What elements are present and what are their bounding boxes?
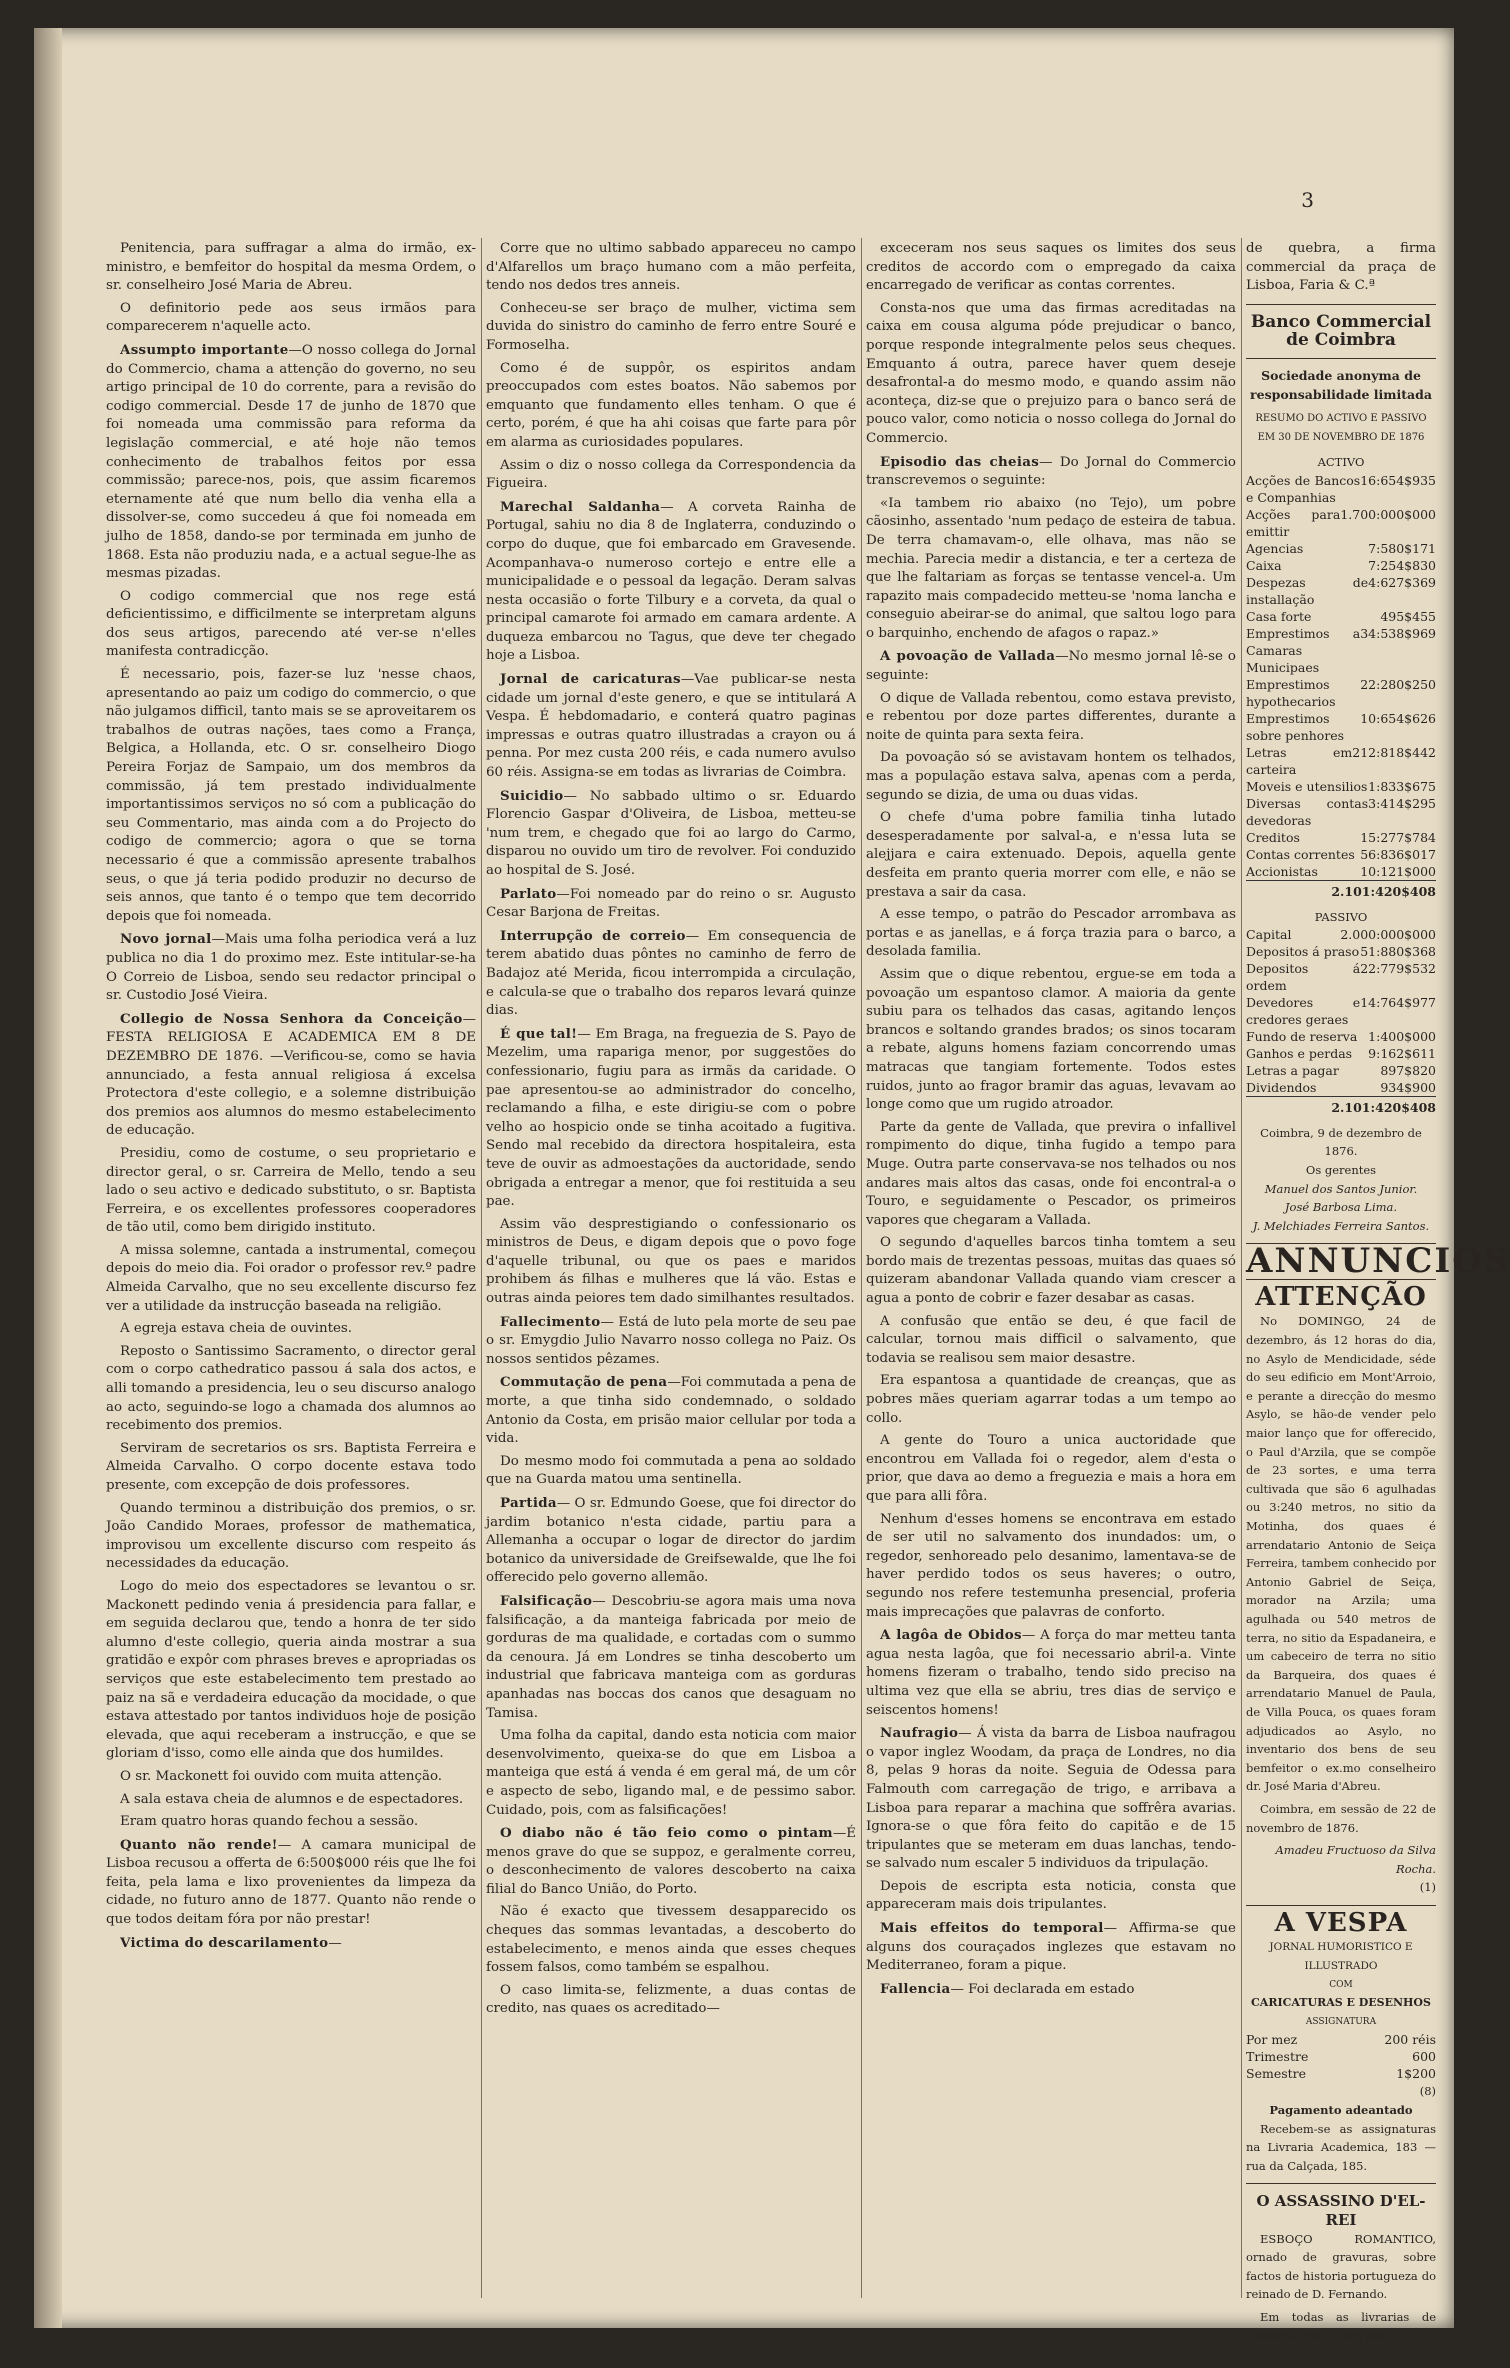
article-text: —: [328, 1935, 342, 1951]
article-paragraph: [866, 495, 1236, 644]
article-text: O chefe d'uma pobre familia tinha lutado desesperadamente por salval-a, e n'essa luta se alejjara e caira extenuado. Depois, aquella gente desfeita em pranto queria morrer com elle, e não se prestava a sair da casa.: [866, 810, 1236, 900]
article-paragraph: [486, 240, 856, 296]
ledger-label: Diversas contas devedoras: [1246, 795, 1369, 828]
ledger-row: [1246, 676, 1436, 710]
article-headline: Episodio das cheias: [880, 453, 1040, 470]
article-paragraph: [486, 1373, 856, 1448]
article-paragraph: [486, 1216, 856, 1309]
gerente-1: Manuel dos Santos Junior.: [1264, 1181, 1418, 1196]
ledger-value: 7:580$171: [1368, 540, 1436, 556]
ledger-value: 7:254$830: [1368, 557, 1436, 573]
ledger-row: [1246, 994, 1436, 1028]
article-text: —Foi nomeado par do reino o sr. Augusto Cesar Barjona de Freitas.: [486, 886, 856, 921]
article-headline: Naufragio: [880, 1725, 959, 1742]
article-headline: Novo jornal: [120, 931, 212, 948]
article-paragraph: [866, 1626, 1236, 1720]
ledger-row: [1246, 506, 1436, 540]
passivo-label: PASSIVO: [1314, 909, 1368, 924]
article-headline: Marechal Saldanha: [500, 498, 661, 515]
article-text: —Mais uma folha periodica verá a luz publica no dia 1 do proximo mez. Este intitular-se-ha O Correio de Lisboa, sendo seu redactor principal o sr. Custodio José Vieira.: [106, 932, 476, 1004]
ledger-label: Ganhos e perdas: [1246, 1046, 1353, 1062]
article-text: É necessario, pois, fazer-se luz 'nesse chaos, apresentando ao paiz um codigo do commercio, o que não julgamos difficil, tanto mais se se aproveitarem os trabalhos de outras nações, taes como a França, Belgica, a Hollanda, etc. O sr. conselheiro Diogo Pereira Forjaz de Sampaio, um dos membros da commissão, já tem prestado individualmente importantissimos serviços no só com a publicação do seu Commentario, mas ainda com a do Projecto do codigo de commercio; agora o que se torna necessario é que a commissão apresente trabalhos seus, o que já teria podido produzir no decurso de seis annos, que tanto é o tempo que tem decorrido depois que foi nomeada.: [106, 667, 476, 924]
article-text: Assim o diz o nosso collega da Correspondencia da Figueira.: [486, 457, 856, 492]
article-paragraph: [486, 885, 856, 923]
article-text: Consta-nos que uma das firmas acreditadas na caixa em cousa alguma póde prejudicar o banco, porque responde integralmente pelos seus cheques. Emquanto á outra, parece haver quem deseje desafrontal-a do mesmo modo, e quando assim não aconteça, diz-se que o prejuizo para o banco será de pouco valor, como noticia o nosso collega do Jornal do Commercio.: [866, 300, 1236, 446]
ledger-row: [1246, 1062, 1436, 1079]
ledger-label: Creditos: [1246, 829, 1300, 845]
article-paragraph: [486, 1313, 856, 1370]
ledger-row: [1246, 557, 1436, 574]
article-paragraph: [486, 457, 856, 494]
article-text: — Em Braga, na freguezia de S. Payo de Mezelim, uma rapariga menor, por suggestões do confessionario, fugiu para as irmãs da caridade. O pae apresentou-se ao administrador do concelho, reclamando a filha, e este dirigiu-se com o pobre velho ao hospicio onde se tinha acoitado a fugitiva. Sendo mal recebido da directora hospitaleira, esta teve de ouvir as admoestações da auctoridade, sendo obrigada a entregar a menor, que foi restituida a seu pae.: [486, 1026, 856, 1210]
article-paragraph: [106, 1836, 476, 1930]
ledger-value: 1:400$000: [1368, 1029, 1436, 1045]
article-text: O sr. Mackonett foi ouvido com muita attenção.: [120, 1768, 443, 1784]
vespa-pagamento: Pagamento adeantado: [1269, 2103, 1413, 2118]
ledger-row: [1246, 574, 1436, 608]
article-paragraph: [866, 300, 1236, 449]
article-text: — A força do mar metteu tanta agua nesta lagôa, que foi necessario abril-a. Vinte homens fizeram o trabalho, tendo sido preciso na ultima vez que ella se abriu, tres dias de serviço e seiscentos homens!: [866, 1628, 1236, 1718]
article-headline: Victima do descarilamento: [120, 1934, 329, 1951]
article-text: Nenhum d'esses homens se encontrava em estado de ser util no salvamento dos inundados: um, o regedor, senhoreado pelo desanimo, lamentava-se de haver perdido todos os seus haveres; o outro, segundo nos refere testemunha presencial, proferia mais imprecações que palavras de conforto.: [866, 1511, 1236, 1620]
article-paragraph: [866, 966, 1236, 1115]
activo-label: ACTIVO: [1317, 455, 1365, 470]
article-paragraph: [866, 906, 1236, 962]
article-text: A confusão que então se deu, é que facil de calcular, tornou mais difficil o salvamento, que todavia se realisou sem maior desastre.: [866, 1313, 1236, 1366]
ledger-value: 14:764$977: [1360, 995, 1436, 1011]
ledger-value: 3:414$295: [1368, 795, 1436, 811]
article-headline: O diabo não é tão feio como o pintam: [500, 1825, 833, 1842]
article-text: A esse tempo, o patrão do Pescador arrombava as portas e as janellas, e á força trazia para o barco, a desolada familia.: [866, 907, 1236, 960]
article-headline: Parlato: [500, 885, 557, 902]
article-paragraph: [106, 240, 476, 296]
ledger-label: Semestre: [1246, 2066, 1307, 2082]
gerente-2: José Barbosa Lima.: [1284, 1200, 1398, 1215]
summary-title: RESUMO DO ACTIVO E PASSIVO EM 30 DE NOVEMBRO DE 1876: [1255, 413, 1427, 443]
assassino-text-2: Em todas as livrarias de Coimbra. Preço 500 réis.: [1246, 2309, 1436, 2343]
article-text: O segundo d'aquelles barcos tinha tomtem a seu bordo mais de trezentas pessoas, muitas das quaes só quizeram abandonar Vallada quando viam crescer a agua a ponto de cobrir e fazer desabar as casas.: [866, 1235, 1236, 1307]
article-text: Depois de escripta esta noticia, consta que appareceram mais dois tripulantes.: [866, 1878, 1236, 1913]
article-paragraph: [106, 1343, 476, 1436]
article-paragraph: [486, 1824, 856, 1899]
ledger-label: Por mez: [1246, 2032, 1298, 2048]
article-text: — A camara municipal de Lisboa recusou a offerta de 6:500$000 réis que lhe foi feita, pela lama e lixo provenientes da limpeza da cidade, no futuro anno de 1877. Quanto não rende o que todos deitam fóra por não prestar!: [106, 1837, 476, 1928]
article-headline: Collegio de Nossa Senhora da Conceição: [120, 1010, 463, 1027]
activo-list: [1246, 472, 1436, 880]
article-text: —Vae publicar-se nesta cidade um jornal d'este genero, e que se intitulará A Vespa. É hebdomadario, e conterá quatro paginas impressas e outras quatro illustradas a crayon ou á penna. Por mez custa 200 réis, e cada numero avulso 60 réis. Assigna-se em todas as livrarias de Coimbra.: [486, 672, 856, 781]
article-paragraph: [486, 927, 856, 1021]
ledger-value: 495$455: [1380, 608, 1436, 624]
article-paragraph: [866, 1372, 1236, 1428]
activo-total: 2.101:420$408: [1246, 880, 1436, 902]
newspaper-page: [34, 28, 1510, 2366]
ledger-value: 600: [1412, 2049, 1436, 2065]
article-paragraph: [106, 1242, 476, 1316]
ledger-row: [1246, 795, 1436, 829]
article-paragraph: [106, 1791, 476, 1810]
ledger-label: Emprestimos sobre penhores: [1246, 710, 1345, 743]
article-paragraph: [486, 787, 856, 881]
article-headline: É que tal!: [500, 1025, 578, 1042]
article-text: A gente do Touro a unica auctoridade que encontrou em Vallada foi o regedor, alem d'esta o prior, que dava ao demo a freguezia e mais a hora em que para alli fôra.: [866, 1433, 1236, 1504]
attencao-heading: ATTENÇÃO: [1255, 1281, 1427, 1312]
article-paragraph: [486, 1494, 856, 1588]
vespa-subtitle: JORNAL HUMORISTICO E ILLUSTRADO: [1269, 1941, 1413, 1973]
ledger-value: 10:654$626: [1360, 710, 1436, 726]
page-number: 3: [1301, 188, 1314, 212]
annuncios-heading: ANNUNCIOS: [1246, 1241, 1510, 1282]
vespa-assignatura: ASSIGNATURA: [1305, 2016, 1377, 2027]
article-paragraph: [106, 1500, 476, 1574]
ledger-row: [1246, 2048, 1436, 2065]
article-paragraph: [106, 1768, 476, 1787]
ledger-label: Agencias: [1246, 540, 1304, 556]
ledger-row: [1246, 2031, 1436, 2048]
article-headline: A povoação de Vallada: [880, 648, 1056, 665]
ledger-value: 9:162$611: [1368, 1046, 1436, 1062]
article-text: Assim que o dique rebentou, ergue-se em toda a povoação um espantoso clamor. A maioria da gente subiu para os telhados das casas, agitando lenços brancos e soltando grandes brados; os sinos tocaram a rebate, alguns homens faziam concorrendo umas matracas que tangiam fortemente. Todos estes ruidos, junto ao fragor bramir das aguas, levavam ao longe como que um rugido atroador.: [866, 966, 1236, 1113]
column-rule: [861, 238, 862, 2298]
article-paragraph: [106, 666, 476, 926]
ledger-label: Letras a pagar: [1246, 1063, 1339, 1079]
article-text: Era espantosa a quantidade de creanças, que as pobres mães queriam agarrar todas a um tempo ao collo.: [866, 1373, 1236, 1426]
article-paragraph: [486, 498, 856, 666]
column-4-advertisements: [1246, 240, 1510, 2366]
column-rule: [1241, 238, 1242, 2298]
article-paragraph: [866, 1980, 1236, 2000]
ledger-value: 22:779$532: [1360, 961, 1436, 977]
ledger-value: 34:538$969: [1360, 625, 1436, 641]
article-paragraph: [866, 453, 1236, 491]
ledger-row: [1246, 863, 1436, 880]
article-paragraph: [106, 1813, 476, 1832]
article-paragraph: [486, 670, 856, 783]
ledger-label: Devedores e credores geraes: [1246, 995, 1361, 1028]
article-text: O codigo commercial que nos rege está deficientissimo, e difficilmente se interpretam alguns dos seus artigos, parecendo até ver-se n'elles manifesta contradicção.: [106, 588, 476, 660]
article-text: Presidiu, como de costume, o seu proprietario e director geral, o sr. Carreira de Mello, tendo a seu lado o seu activo e dedicado substituto, o sr. Baptista Ferreira, e os excellentes professores cooperadores de tão util, como bem dirigido instituto.: [106, 1145, 476, 1236]
attencao-date: Coimbra, em sessão de 22 de novembro de 1876.: [1246, 1801, 1436, 1835]
ledger-row: [1246, 943, 1436, 960]
ledger-row: [1246, 1079, 1436, 1096]
article-text: Parte da gente de Vallada, que previra o infallivel rompimento do dique, tinha fugido a tempo para Muge. Outra parte conservava-se nos telhados ou nos andares mais altos das casas, onde foi encontral-a o Touro, e seguidamente o Pescador, os primeiros vapores que chegaram a Vallada.: [866, 1119, 1236, 1228]
ledger-label: Depositos á praso: [1246, 944, 1360, 960]
article-text: Do mesmo modo foi commutada a pena ao soldado que na Guarda matou uma sentinella.: [486, 1453, 856, 1488]
ledger-label: Depositos á ordem: [1246, 961, 1361, 994]
ledger-row: [1246, 778, 1436, 795]
article-paragraph: [866, 690, 1236, 746]
article-text: —O nosso collega do Jornal do Commercio, chama a attenção do governo, no seu artigo principal de 10 do corrente, para a revisão do codigo commercial. Desde 17 de junho de 1870 que foi nomeada uma commissão para reforma da legislação commercial, e até hoje não temos conhecimento de trabalhos feitos por essa commissão; parece-nos, pois, que assim ficaremos eternamente até que num bello dia venha ella a dissolver-se, como succedeu á que foi nomeada em julho de 1858, dando-se por terminada em junho de 1868. Esta não produziu nada, e a actual segue-lhe as mesmas pizadas.: [106, 342, 476, 582]
ledger-value: 212:818$442: [1352, 744, 1436, 760]
fallencia-continuation: de quebra, a firma commercial da praça de Lisboa, Faria & C.ª: [1246, 241, 1436, 294]
article-text: — Está de luto pela morte de seu pae o sr. Emygdio Julio Navarro nosso collega no Paiz. Os nossos sentidos pêzames.: [486, 1314, 856, 1367]
assassino-number: (3): [1419, 2351, 1436, 2366]
ledger-label: Contas correntes: [1246, 846, 1355, 862]
article-text: — Affirma-se que alguns dos couraçados inglezes que estavam no Mediterraneo, foram a pique.: [866, 1921, 1236, 1974]
article-text: Eram quatro horas quando fechou a sessão.: [120, 1814, 419, 1830]
article-paragraph: [106, 1010, 476, 1141]
ledger-value: 1$200: [1396, 2066, 1436, 2082]
article-text: — Em consequencia de terem abatido duas pôntes no caminho de ferro de Badajoz até Merida, ficou interrompida a circulação, e calcula-se que o trabalho dos reparos levará quinze dias.: [486, 928, 857, 1019]
ledger-value: 897$820: [1380, 1063, 1436, 1079]
article-paragraph: [866, 1234, 1236, 1308]
article-text: «Ia tambem rio abaixo (no Tejo), um pobre cãosinho, assentado 'num pedaço de esteira de tabua. De terra chamavam-o, elle olhava, mas não se mechia. Parecia medir a distancia, e ter a certeza de que lhe faltariam as forças se tentasse vencel-a. Um rapazito mais compadecido metteu-se 'noma lancha e conseguio abeirar-se do animal, que saltou logo para o barquinho, enchendo de afagos o rapaz.»: [866, 495, 1236, 641]
attencao-text: No DOMINGO, 24 de dezembro, ás 12 horas do dia, no Asylo de Mendicidade, séde do seu edificio em Mont'Arroio, e perante a direcção do mesmo Asylo, se hão-de vender pelo maior lanço que for offerecido, o Paul d'Arzila, que se compõe de 23 sortes, e uma terra cultivada que são 6 agulhadas ou 3:240 metros, no sitio da Motinha, dos quaes é arrendatario Antonio de Seiça Ferreira, tambem conhecido por Antonio Gabriel de Seiça, morador na Arzila; uma agulhada ou 540 metros de terra, no sitio da Espadaneira, e um cabeceiro de terra no sitio da Barqueira, dos quaes é arrendatario Manuel de Paula, de Villa Pouca, os quaes foram adjudicados ao Asylo, no inventario dos bens de seu bemfeitor o ex.mo conselheiro dr. José Maria d'Abreu.: [1246, 1314, 1436, 1794]
previous-page-edge: [34, 28, 62, 2328]
column-1: [106, 240, 476, 2320]
ledger-label: Letras em carteira: [1246, 744, 1353, 777]
article-headline: Jornal de caricaturas: [500, 671, 681, 688]
ledger-label: Accionistas: [1246, 863, 1318, 879]
article-paragraph: [106, 1145, 476, 1238]
vespa-title: A VESPA: [1274, 1907, 1408, 1938]
ledger-label: Casa forte: [1246, 608, 1312, 624]
article-text: Reposto o Santissimo Sacramento, o director geral com o corpo cathedratico passou á sala dos actos, e alli tomando a presidencia, leu o seu discurso analogo ao acto, seguindo-se logo a chamada dos alumnos ao recebimento dos premios.: [106, 1343, 476, 1434]
article-headline: Quanto não rende!: [120, 1836, 278, 1853]
article-paragraph: [106, 588, 476, 662]
ledger-value: 1:833$675: [1368, 778, 1436, 794]
ledger-value: 934$900: [1380, 1080, 1436, 1096]
column-3: [866, 240, 1236, 2320]
article-text: O caso limita-se, felizmente, a duas contas de credito, nas quaes os acreditado—: [486, 1982, 856, 2017]
article-text: Penitencia, para suffragar a alma do irmão, ex-ministro, e bemfeitor do hospital da mesma Ordem, o sr. conselheiro José Maria de Abreu.: [106, 241, 476, 294]
article-text: — A corveta Rainha de Portugal, sahiu no dia 8 de Inglaterra, conduzindo o corpo do duque, que foi embarcado em Gravesende. Acompanhava-o numeroso cortejo e entre elle a municipalidade e o pessoal da legação. Deram salvas nesta occasião o forte Tilbury e a corveta, da qual o principal camarote foi armado em camara ardente. A duqueza embarcou no Tagus, que deve ter chegado hoje a Lisboa.: [486, 499, 856, 664]
ledger-row: [1246, 2065, 1436, 2082]
article-text: —Foi commutada a pena de morte, a que tinha sido condemnado, o soldado Antonio da Costa, em prisão maior cellular por toda a vida.: [486, 1375, 857, 1447]
article-paragraph: [486, 300, 856, 356]
article-text: Não é exacto que tivessem desapparecido os cheques das sommas levantadas, a descoberto do estabelecimento, e menos ainda que esses cheques fossem falsos, como também se espalhou.: [486, 1904, 856, 1976]
assassino-title: O ASSASSINO D'EL-REI: [1256, 2192, 1426, 2229]
article-paragraph: [866, 1511, 1236, 1623]
article-headline: Suicidio: [500, 787, 564, 804]
attencao-number: (1): [1419, 1880, 1436, 1895]
ledger-row: [1246, 846, 1436, 863]
column-rule: [481, 238, 482, 2298]
bank-subtitle: Sociedade anonyma de responsabilidade limitada: [1250, 367, 1432, 402]
article-paragraph: [106, 300, 476, 337]
vespa-text: Recebem-se as assignaturas na Livraria Academica, 183 — rua da Calçada, 185.: [1246, 2121, 1436, 2173]
article-text: A egreja estava cheia de ouvintes.: [120, 1321, 353, 1337]
article-paragraph: [866, 1919, 1236, 1976]
article-paragraph: [106, 930, 476, 1005]
ledger-label: Fundo de reserva: [1246, 1029, 1358, 1045]
vespa-com: COM: [1329, 1979, 1353, 1990]
gerente-3: J. Melchiades Ferreira Santos.: [1252, 1218, 1430, 1233]
ledger-label: Moveis e utensilios: [1246, 778, 1368, 794]
article-text: A sala estava cheia de alumnos e de espectadores.: [120, 1791, 464, 1807]
article-paragraph: [486, 1025, 856, 1212]
passivo-list: [1246, 926, 1436, 1096]
article-paragraph: [486, 1903, 856, 1977]
ledger-value: 51:880$368: [1360, 944, 1436, 960]
ledger-value: 56:836$017: [1360, 846, 1436, 862]
article-paragraph: [106, 1934, 476, 1954]
ledger-label: Trimestre: [1246, 2049, 1309, 2065]
ledger-label: Emprestimos hypothecarios: [1246, 676, 1336, 709]
ledger-row: [1246, 1028, 1436, 1045]
article-text: exceceram nos seus saques os limites dos seus creditos de accordo com o empregado da caixa encarregado de verificar as contas correntes.: [866, 241, 1236, 294]
ledger-label: Despezas de installação: [1246, 574, 1369, 607]
bank-date: Coimbra, 9 de dezembro de 1876.: [1260, 1125, 1422, 1159]
article-text: Da povoação só se avistavam hontem os telhados, mas a população estava salva, apenas com a perda, segundo se dizia, de uma ou duas vidas.: [866, 750, 1236, 803]
ledger-row: [1246, 472, 1436, 506]
ledger-value: 22:280$250: [1360, 676, 1436, 692]
article-text: Conheceu-se ser braço de mulher, victima sem duvida do sinistro do caminho de ferro entre Souré e Formoselha.: [486, 300, 856, 353]
ledger-label: Acções para emittir: [1246, 506, 1341, 539]
article-headline: A lagôa de Obidos: [880, 1627, 1022, 1644]
article-text: — No sabbado ultimo o sr. Eduardo Florencio Gaspar d'Oliveira, de Lisboa, metteu-se 'num trem, e chegado que foi ao largo do Carmo, disparou no ouvido um tiro de revolver. Foi conduzido ao hospital de S. José.: [486, 788, 856, 878]
article-text: O dique de Vallada rebentou, como estava previsto, e rebentou por doze partes differentes, durante a noite de quinta para sexta feira.: [866, 690, 1236, 743]
article-headline: Falsificação: [500, 1592, 593, 1609]
ledger-label: Acções de Bancos e Companhias: [1246, 472, 1361, 505]
article-paragraph: [106, 341, 476, 584]
article-text: Corre que no ultimo sabbado appareceu no campo d'Alfarellos um braço humano com a mão perfeita, tendo nos dedos tres anneis.: [486, 241, 856, 294]
ledger-value: 4:627$369: [1368, 574, 1436, 590]
article-text: Uma folha da capital, dando esta noticia com maior desenvolvimento, queixa-se do que em Lisboa a manteiga que está á venda é em geral má, de um côr e aspecto de sebo, ligando mal, e de pessimo sabor. Cuidado, pois, com as falsificações!: [486, 1728, 856, 1818]
article-text: Quando terminou a distribuição dos premios, o sr. João Candido Moraes, professor de mathematica, improvisou um excellente discurso com respeito ás necessidades da educação.: [106, 1500, 476, 1572]
article-paragraph: [106, 1440, 476, 1496]
article-paragraph: [486, 1982, 856, 2019]
ledger-label: Dividendos: [1246, 1080, 1317, 1096]
article-paragraph: [866, 240, 1236, 296]
ledger-row: [1246, 926, 1436, 943]
article-paragraph: [866, 1724, 1236, 1874]
ledger-label: Caixa: [1246, 557, 1282, 573]
article-text: —É menos grave do que se suppoz, e geralmente correu, o desconhecimento de valores descoberto na caixa filial do Banco União, do Porto.: [486, 1826, 856, 1897]
ledger-row: [1246, 540, 1436, 557]
ledger-row: [1246, 608, 1436, 625]
ledger-value: 15:277$784: [1360, 829, 1436, 845]
article-text: A missa solemne, cantada a instrumental, começou depois do meio dia. Foi orador o professor rev.º padre Almeida Carvalho, que no seu excellente discurso fez ver a utilidade da instrucção baseada na religião.: [106, 1242, 476, 1314]
assassino-text: ESBOÇO ROMANTICO, ornado de gravuras, sobre factos de historia portugueza do reinado de D. Fernando.: [1246, 2231, 1436, 2302]
article-text: —No mesmo jornal lê-se o seguinte:: [866, 649, 1236, 684]
vespa-caricaturas: CARICATURAS E DESENHOS: [1251, 1996, 1431, 2010]
ledger-value: 10:121$000: [1360, 863, 1436, 879]
attencao-signature: Amadeu Fructuoso da Silva Rocha.: [1275, 1843, 1436, 1876]
article-text: O definitorio pede aos seus irmãos para comparecerem n'aquelle acto.: [106, 300, 476, 335]
article-text: — Á vista da barra de Lisboa naufragou o vapor inglez Woodam, da praça de Londres, no dia 8, pelas 9 horas da noite. Seguia de Odessa para Falmouth com carregação de trigo, e arribava a Lisboa para reparar a machina que soffrêra avarias. Ignora-se o que fôra feito do capitão e de 15 tripulantes que se meteram em duas lanchas, tendo-se salvado num escaler 5 individuos da tripulação.: [866, 1726, 1236, 1872]
vespa-number: (8): [1419, 2084, 1436, 2099]
ledger-label: Emprestimos a Camaras Municipaes: [1246, 625, 1361, 675]
article-paragraph: [106, 1320, 476, 1339]
article-paragraph: [866, 1878, 1236, 1915]
article-text: Como é de suppôr, os espiritos andam preoccupados com estes boatos. Não sabemos por emquanto que fundamento elles tenham. O que é certo, porém, é que ha ahi coisas que farte para pôr em alarma as curiosidades populares.: [486, 360, 856, 450]
article-paragraph: [486, 1453, 856, 1490]
article-headline: Mais effeitos do temporal: [880, 1920, 1104, 1937]
article-text: — Foi declarada em estado: [950, 1981, 1135, 1997]
article-text: — Descobriu-se agora mais uma nova falsificação, a da manteiga fabricada por meio de gorduras de ma qualidade, e cortadas com o summo da cenoura. Já em Londres se tinha descoberto um industrial que fabricava manteiga com as gorduras apanhadas nas boccas dos canos que desaguam no Tamisa.: [486, 1593, 856, 1721]
article-paragraph: [866, 749, 1236, 805]
gerentes-label: Os gerentes: [1305, 1162, 1377, 1177]
article-text: — FESTA RELIGIOSA E ACADEMICA EM 8 DE DEZEMBRO DE 1876. —Verificou-se, como se havia annunciado, a festa annual religiosa á excelsa Protectora d'este collegio, e a solemne distribuição dos premios aos alumnos do mesmo estabelecimento de educação.: [106, 1011, 476, 1139]
ledger-row: [1246, 960, 1436, 994]
article-paragraph: [486, 1592, 856, 1723]
article-paragraph: [106, 1578, 476, 1764]
ledger-value: 1.700:000$000: [1340, 506, 1436, 522]
column-2: [486, 240, 856, 2320]
article-text: — O sr. Edmundo Goese, que foi director do jardim botanico n'esta cidade, partiu para a Allemanha a occupar o logar de director do jardim botanico da universidade de Greifsewalde, que lhe foi offerecido pelo governo allemão.: [486, 1496, 856, 1586]
article-paragraph: [486, 1727, 856, 1820]
article-headline: Fallencia: [880, 1980, 951, 1997]
article-paragraph: [486, 360, 856, 453]
article-text: Serviram de secretarios os srs. Baptista Ferreira e Almeida Carvalho. O corpo docente estava todo presente, com excepção de dois professores.: [106, 1440, 476, 1493]
article-paragraph: [866, 1432, 1236, 1506]
article-headline: Interrupção de correio: [500, 927, 686, 944]
ledger-row: [1246, 710, 1436, 744]
article-paragraph: [866, 647, 1236, 685]
passivo-total: 2.101:420$408: [1246, 1096, 1436, 1118]
article-headline: Fallecimento: [500, 1313, 601, 1330]
ledger-value: 200 réis: [1384, 2032, 1436, 2048]
article-paragraph: [866, 1313, 1236, 1369]
article-headline: Commutação de pena: [500, 1374, 668, 1391]
bank-title: Banco Commercial de Coimbra: [1250, 311, 1432, 351]
ledger-row: [1246, 625, 1436, 676]
ledger-label: Capital: [1246, 927, 1292, 943]
article-text: Assim vão desprestigiando o confessionario os ministros de Deus, e digam depois que o povo foge d'aquelle tribunal, ou que os paes e maridos prohibem ás filhas e mulheres que lá vão. Estas e outras ainda peiores tem dado similhantes resultados.: [486, 1216, 856, 1307]
ledger-row: [1246, 829, 1436, 846]
article-paragraph: [866, 1119, 1236, 1231]
article-headline: Assumpto importante: [120, 341, 289, 358]
ledger-value: 16:654$935: [1360, 472, 1436, 488]
article-text: — Do Jornal do Commercio transcrevemos o seguinte:: [866, 454, 1236, 489]
ledger-row: [1246, 744, 1436, 778]
ledger-row: [1246, 1045, 1436, 1062]
article-paragraph: [866, 809, 1236, 902]
ledger-value: 2.000:000$000: [1340, 927, 1436, 943]
vespa-prices: [1246, 2031, 1436, 2082]
article-headline: Partida: [500, 1495, 557, 1511]
article-text: Logo do meio dos espectadores se levantou o sr. Mackonett pedindo venia á presidencia para fallar, e em seguida declarou que, tendo a honra de ter sido alumno d'este collegio, queria ainda mostrar a sua gratidão e expôr com phrases breves e apropriadas os serviços que este estabelecimento tem prestado ao paiz na sã e verdadeira educação da mocidade, o que estava attestado por tantos individuos hoje de posição elevada, que aqui receberam a instrucção, e que se gloriam d'isso, como elle ainda que dos humildes.: [106, 1578, 476, 1762]
